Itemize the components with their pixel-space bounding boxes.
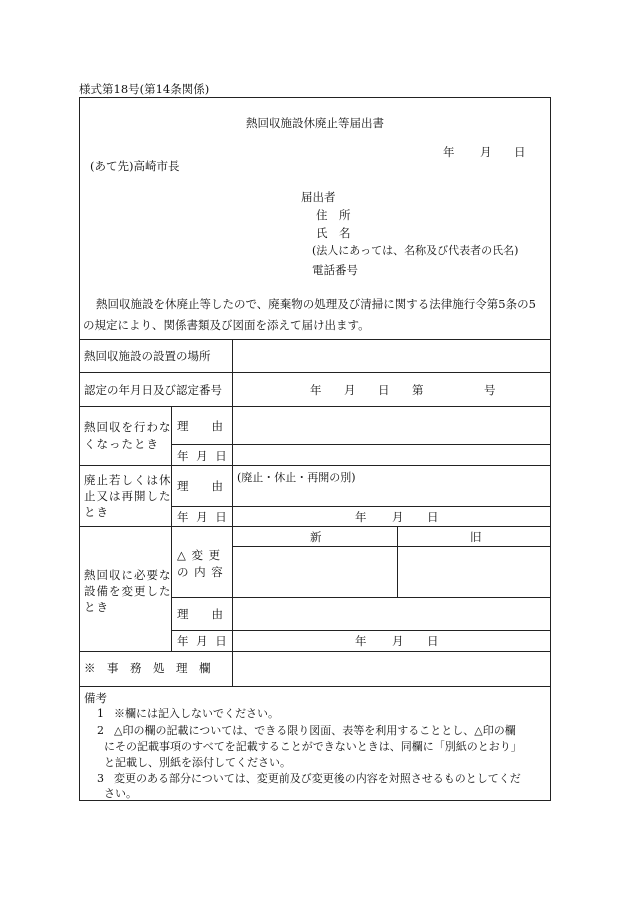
note-2-number: 2 <box>97 724 104 737</box>
change-date-year: 年 <box>355 634 367 648</box>
date-month: 月 <box>480 145 492 159</box>
cert-month: 月 <box>344 383 356 397</box>
applicant-corp-note: (法人にあっては、名称及び代表者の氏名) <box>312 244 519 257</box>
row-line <box>79 406 551 407</box>
row-line <box>79 651 551 652</box>
new-column-label: 新 <box>310 530 322 544</box>
abolish-date-month: 月 <box>392 510 404 524</box>
date-year: 年 <box>443 145 455 159</box>
note-2-line-2: にその記載事項のすべてを記載することができないときは、同欄に「別紙のとおり」 <box>104 740 522 753</box>
note-1-number: 1 <box>97 707 104 720</box>
row-line <box>79 372 551 373</box>
old-column-label: 旧 <box>470 530 482 544</box>
cert-number-suffix: 号 <box>484 383 496 397</box>
row-line <box>171 597 551 598</box>
row-line <box>79 526 551 527</box>
change-reason-label: 理 由 <box>177 607 223 621</box>
abolish-label: 廃止若しくは休止又は再開したとき <box>84 473 172 519</box>
abolish-date-label: 年 月 日 <box>177 510 229 524</box>
row-line <box>79 686 551 687</box>
office-use-label: ※ 事 務 処 理 欄 <box>84 661 211 675</box>
change-content-label: △ 変 更 の 内 容 <box>177 548 224 579</box>
statement-line-1: 熱回収施設を休廃止等したので、廃棄物の処理及び清掃に関する法律施行令第5条の5 <box>96 297 536 311</box>
col-line <box>397 526 398 597</box>
location-label: 熱回収施設の設置の場所 <box>84 349 211 363</box>
note-3-number: 3 <box>97 772 104 785</box>
stopped-reason-label: 理 由 <box>177 419 223 433</box>
applicant-name-label: 氏 名 <box>316 226 351 240</box>
change-date-day: 日 <box>427 634 439 648</box>
notes-heading: 備考 <box>84 691 107 705</box>
table-top-line <box>79 339 551 340</box>
cert-label: 認定の年月日及び認定番号 <box>84 383 222 397</box>
abolish-date-year: 年 <box>355 510 367 524</box>
cert-year: 年 <box>310 383 322 397</box>
change-label: 熱回収に必要な設備を変更したとき <box>84 568 172 614</box>
note-2-line-1: △印の欄の記載については、できる限り図面、表等を利用することとし、△印の欄 <box>114 724 516 737</box>
row-line <box>171 444 551 445</box>
abolish-date-day: 日 <box>427 510 439 524</box>
cert-number-prefix: 第 <box>412 383 424 397</box>
applicant-address-label: 住 所 <box>316 208 351 222</box>
row-line <box>171 506 551 507</box>
form-number: 様式第18号(第14条関係) <box>79 82 210 96</box>
note-3-line-1: 変更のある部分については、変更前及び変更後の内容を対照させるものとしてくだ <box>114 772 521 785</box>
note-1-text: ※欄には記入しないでください。 <box>114 707 279 720</box>
row-line <box>79 465 551 466</box>
row-line <box>171 630 551 631</box>
addressee: (あて先)高崎市長 <box>90 159 180 173</box>
date-day: 日 <box>514 145 526 159</box>
stopped-label: 熱回収を行わなくなったとき <box>84 420 172 451</box>
col-line <box>232 339 233 686</box>
change-date-label: 年 月 日 <box>177 634 229 648</box>
form-title: 熱回収施設休廃止等届出書 <box>246 116 384 130</box>
note-3-line-2: さい。 <box>104 787 137 800</box>
stopped-date-label: 年 月 日 <box>177 449 229 463</box>
abolish-reason-note: (廃止・休止・再開の別) <box>237 471 356 484</box>
row-line <box>232 546 551 547</box>
abolish-reason-label: 理 由 <box>177 479 223 493</box>
applicant-heading: 届出者 <box>301 190 336 204</box>
change-date-month: 月 <box>392 634 404 648</box>
applicant-phone-label: 電話番号 <box>312 263 358 277</box>
statement-line-2: の規定により、関係書類及び図面を添えて届け出ます。 <box>83 318 370 332</box>
cert-day: 日 <box>378 383 390 397</box>
note-2-line-3: と記載し、別紙を添付してください。 <box>104 756 291 769</box>
